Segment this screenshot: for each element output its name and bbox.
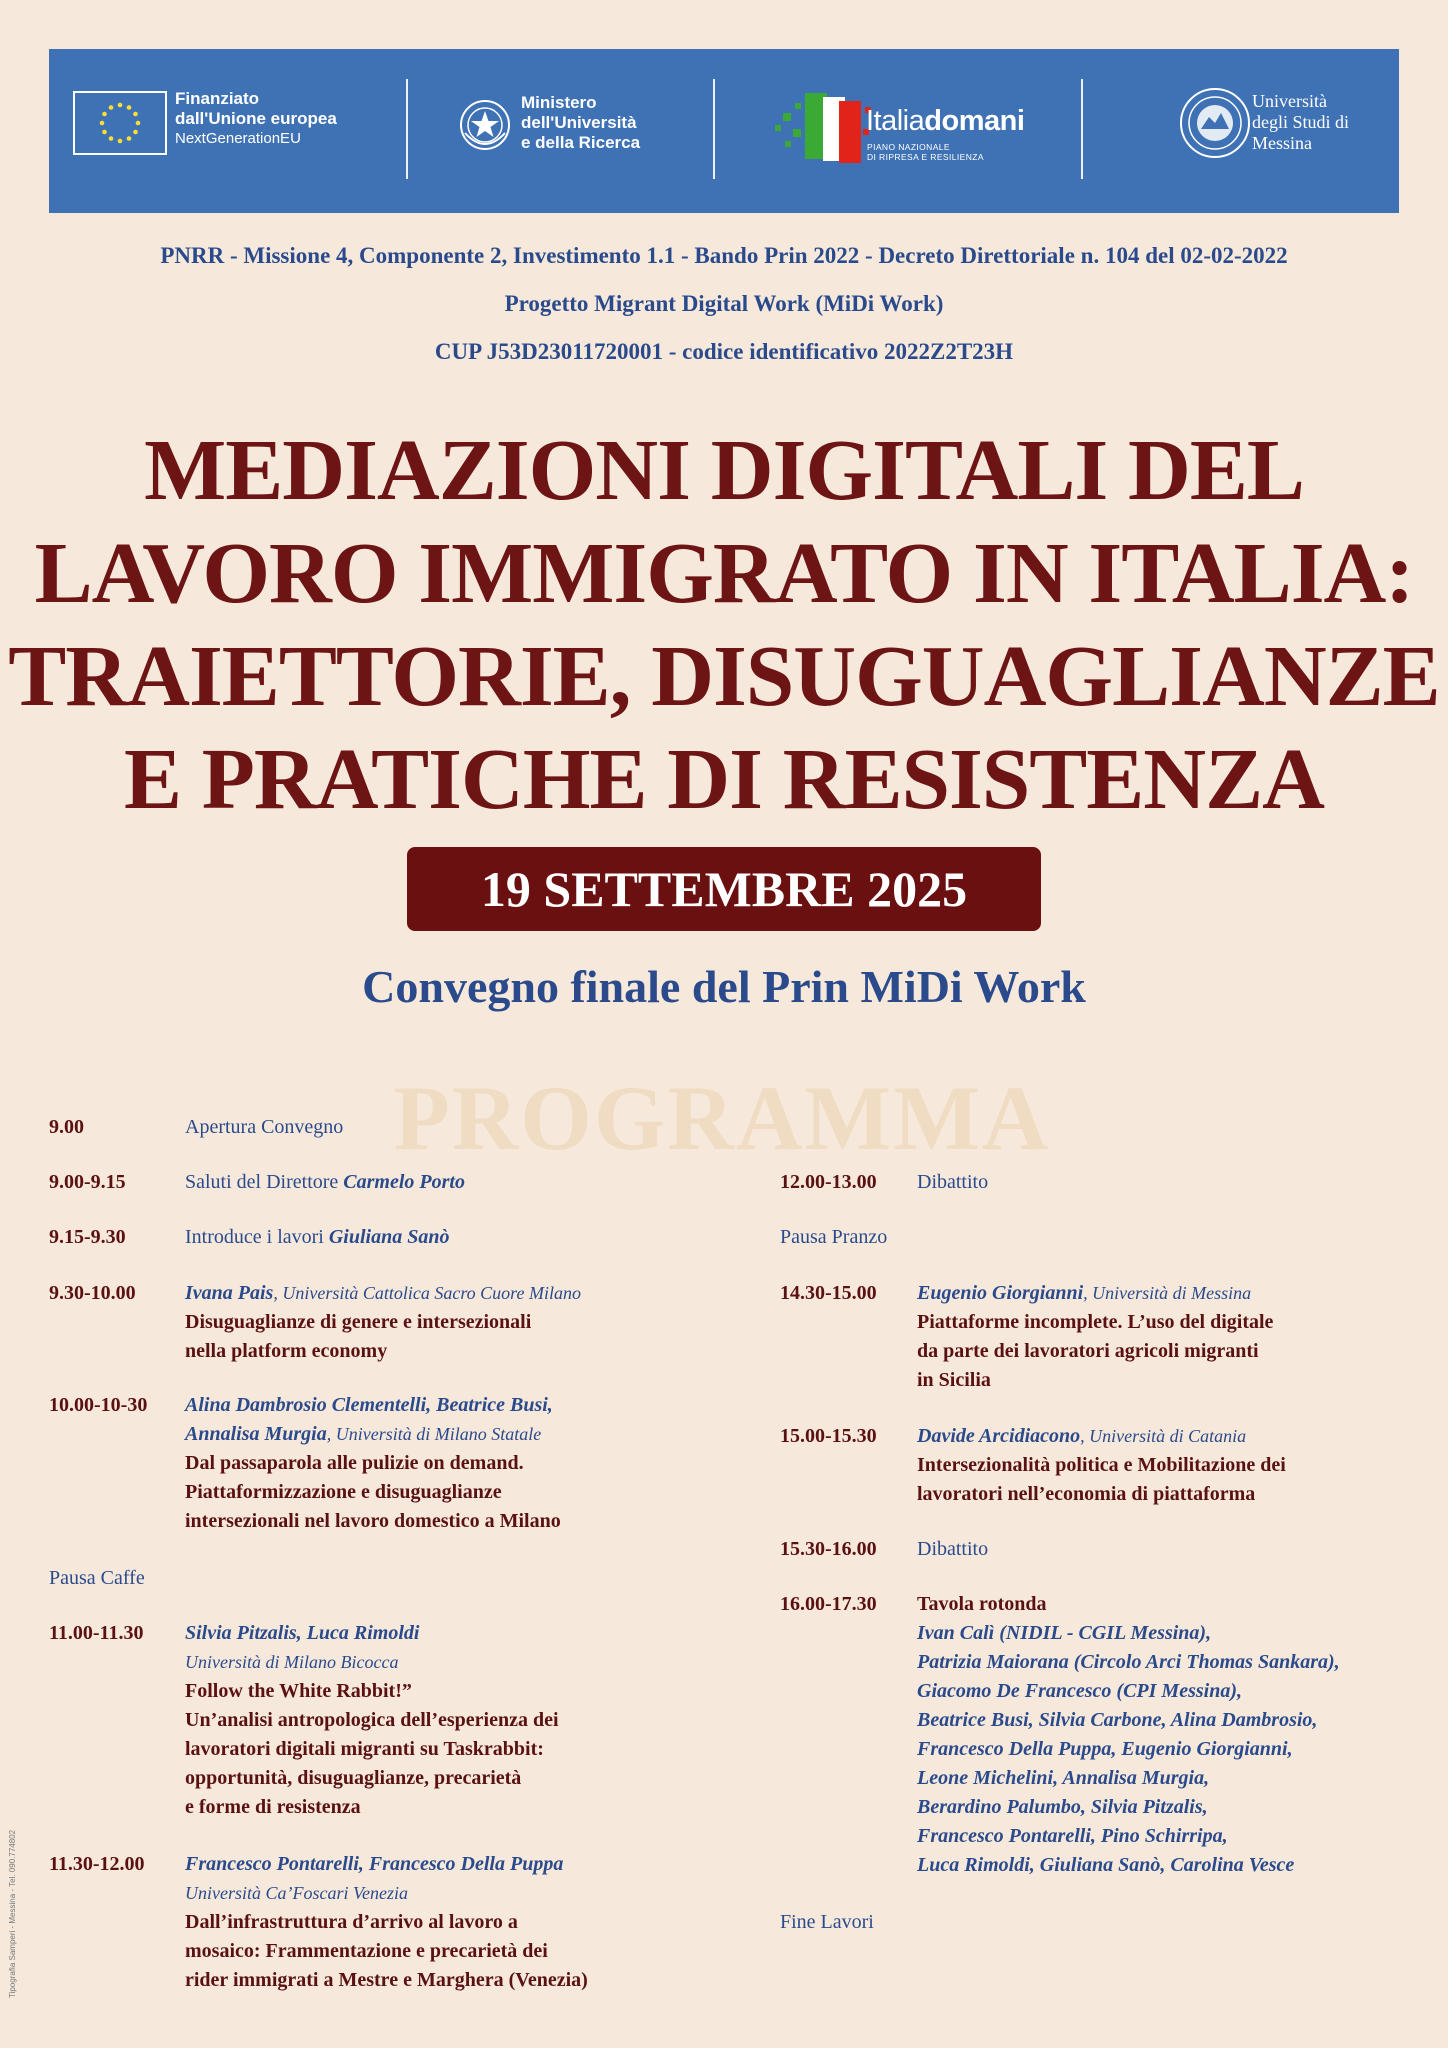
talk-title: lavoratori nell’economia di piattaforma xyxy=(917,1483,1256,1505)
schedule-item xyxy=(49,1279,699,1369)
schedule-item xyxy=(49,1168,699,1198)
eu-flag-icon xyxy=(73,91,167,155)
speaker-affiliation: , Università di Milano Statale xyxy=(326,1424,542,1444)
speaker-name: Eugenio Giorgianni xyxy=(917,1282,1084,1304)
talk-title: Dal passaparola alle pulizie on demand. xyxy=(185,1452,524,1474)
speaker-name: Annalisa Murgia xyxy=(185,1423,327,1445)
talk-title: intersezionali nel lavoro domestico a Milano xyxy=(185,1510,561,1532)
schedule-label: Apertura Convegno xyxy=(185,1116,344,1138)
panelist-list: Beatrice Busi, Silvia Carbone, Alina Dambrosio, xyxy=(917,1709,1318,1731)
speaker-affiliation: Università di Milano Bicocca xyxy=(185,1652,399,1672)
talk-title: e forme di resistenza xyxy=(185,1796,361,1818)
cup-code: CUP J53D23011720001 - codice identificativo 2022Z2T23H xyxy=(434,339,1014,364)
speaker-name: Silvia Pitzalis, Luca Rimoldi xyxy=(185,1622,420,1644)
schedule-item xyxy=(49,1223,699,1253)
speaker-name: Giuliana Sanò xyxy=(328,1226,450,1248)
schedule-time: 9.30-10.00 xyxy=(49,1282,136,1304)
talk-title: rider immigrati a Mestre e Marghera (Venezia) xyxy=(185,1969,588,1991)
schedule-label: Saluti del Direttore xyxy=(185,1171,344,1193)
schedule-label: Introduce i lavori xyxy=(185,1226,329,1248)
italiadomani-sub1: PIANO NAZIONALE xyxy=(867,142,950,152)
talk-title: da parte dei lavoratori agricoli migranti xyxy=(917,1340,1259,1362)
eu-line1: Finanziato xyxy=(175,89,260,108)
schedule-item xyxy=(49,1850,699,2000)
banner-divider xyxy=(713,79,715,179)
banner-divider xyxy=(406,79,408,179)
speaker-name: Davide Arcidiacono xyxy=(917,1425,1081,1447)
eu-line2: dall'Unione europea xyxy=(175,109,337,128)
ministry-text xyxy=(521,93,640,153)
sponsor-banner xyxy=(49,49,1399,213)
schedule-label: Dibattito xyxy=(917,1171,989,1193)
schedule-item xyxy=(49,1391,699,1541)
schedule-time: 16.00-17.30 xyxy=(780,1593,877,1615)
university-text xyxy=(1252,91,1349,154)
talk-title: Piattaformizzazione e disuguaglianze xyxy=(185,1481,502,1503)
event-date: 19 SETTEMBRE 2025 xyxy=(407,847,1041,931)
panelist-list: Francesco Pontarelli, Pino Schirripa, xyxy=(917,1825,1228,1847)
talk-title: Disuguaglianze di genere e intersezionali xyxy=(185,1311,532,1333)
schedule-time: 11.30-12.00 xyxy=(49,1853,145,1875)
lunch-break: Pausa Pranzo xyxy=(780,1226,888,1248)
italiadomani-name-a: Italia xyxy=(866,105,925,137)
schedule-label: Dibattito xyxy=(917,1538,989,1560)
speaker-affiliation: , Università di Messina xyxy=(1083,1283,1252,1303)
italiadomani-sub2: DI RIPRESA E RESILIENZA xyxy=(867,152,984,162)
page-title xyxy=(0,418,1448,830)
mur-line2: dell'Università xyxy=(521,113,637,132)
funding-reference: PNRR - Missione 4, Componente 2, Investimento 1.1 - Bando Prin 2022 - Decreto Direttoriale n. 104 del 02-02-2022 xyxy=(160,243,1288,268)
panelist-list: Francesco Della Puppa, Eugenio Giorgianni, xyxy=(917,1738,1293,1760)
schedule-item xyxy=(780,1422,1400,1512)
coffee-break: Pausa Caffe xyxy=(49,1567,145,1589)
schedule-item xyxy=(780,1590,1400,1890)
programma-watermark: PROGRAMMA xyxy=(393,1067,1051,1169)
italiadomani-name-b: domani xyxy=(924,105,1025,137)
mur-line3: e della Ricerca xyxy=(521,133,641,152)
talk-title: Dall’infrastruttura d’arrivo al lavoro a xyxy=(185,1911,518,1933)
panelist-list: Giacomo De Francesco (CPI Messina), xyxy=(917,1680,1242,1702)
speaker-name: Alina Dambrosio Clementelli, Beatrice Busi, xyxy=(185,1394,553,1416)
speaker-affiliation: , Università di Catania xyxy=(1080,1426,1247,1446)
schedule-time: 14.30-15.00 xyxy=(780,1282,877,1304)
unime-line3: Messina xyxy=(1252,133,1312,153)
panelist-list: Berardino Palumbo, Silvia Pitzalis, xyxy=(917,1796,1208,1818)
panelist-list: Ivan Calì (NIDIL - CGIL Messina), xyxy=(917,1622,1212,1644)
panelist-list: Luca Rimoldi, Giuliana Sanò, Carolina Vesce xyxy=(917,1854,1295,1876)
italiadomani-subtitle xyxy=(867,142,984,162)
schedule-item xyxy=(780,1535,1400,1565)
schedule-item xyxy=(49,1113,699,1143)
talk-title: opportunità, disuguaglianze, precarietà xyxy=(185,1767,522,1789)
title-line1: MEDIAZIONI DIGITALI DEL xyxy=(144,421,1304,518)
printer-credit: Tipografia Samperi - Messina - Tel. 090.774802 xyxy=(8,1829,17,1998)
talk-title: mosaico: Frammentazione e precarietà dei xyxy=(185,1940,548,1962)
end-of-event: Fine Lavori xyxy=(780,1911,874,1933)
speaker-name: Carmelo Porto xyxy=(343,1171,465,1193)
talk-title: Piattaforme incomplete. L’uso del digitale xyxy=(917,1311,1274,1333)
project-name: Progetto Migrant Digital Work (MiDi Work) xyxy=(504,291,944,316)
event-subtitle: Convegno finale del Prin MiDi Work xyxy=(362,961,1086,1012)
unime-line1: Università xyxy=(1252,91,1327,111)
talk-title: Follow the White Rabbit!” xyxy=(185,1680,412,1702)
italiadomani-name xyxy=(866,105,1024,138)
schedule-time: 15.00-15.30 xyxy=(780,1425,877,1447)
speaker-name: Ivana Pais xyxy=(185,1282,274,1304)
speaker-name: Francesco Pontarelli, Francesco Della Puppa xyxy=(185,1853,564,1875)
schedule-time: 10.00-10-30 xyxy=(49,1394,148,1416)
speaker-affiliation: Università Ca’Foscari Venezia xyxy=(185,1883,408,1903)
panelist-list: Patrizia Maiorana (Circolo Arci Thomas Sankara), xyxy=(917,1651,1340,1673)
schedule-time: 12.00-13.00 xyxy=(780,1171,877,1193)
university-seal-icon xyxy=(1179,87,1251,159)
unime-line2: degli Studi di xyxy=(1252,112,1350,132)
eu-line3: NextGenerationEU xyxy=(175,130,301,147)
schedule-item xyxy=(780,1279,1400,1399)
talk-title: in Sicilia xyxy=(917,1369,991,1391)
schedule-item xyxy=(49,1619,699,1829)
schedule-time: 9.00-9.15 xyxy=(49,1171,126,1193)
talk-title: nella platform economy xyxy=(185,1340,388,1362)
title-line2: LAVORO IMMIGRATO IN ITALIA: xyxy=(34,524,1414,621)
talk-title: Intersezionalità politica e Mobilitazione dei xyxy=(917,1454,1286,1476)
roundtable-title: Tavola rotonda xyxy=(917,1593,1047,1615)
schedule-item xyxy=(780,1168,1400,1198)
banner-divider xyxy=(1081,79,1083,179)
talk-title: Un’analisi antropologica dell’esperienza dei xyxy=(185,1709,559,1731)
title-line4: E PRATICHE DI RESISTENZA xyxy=(124,730,1324,827)
title-line3: TRAIETTORIE, DISUGUAGLIANZE xyxy=(8,627,1440,724)
panelist-list: Leone Michelini, Annalisa Murgia, xyxy=(917,1767,1210,1789)
schedule-time: 9.00 xyxy=(49,1116,84,1138)
schedule-time: 9.15-9.30 xyxy=(49,1226,126,1248)
italian-republic-emblem-icon xyxy=(457,93,513,157)
talk-title: lavoratori digitali migranti su Taskrabbit: xyxy=(185,1738,544,1760)
schedule-time: 11.00-11.30 xyxy=(49,1622,144,1644)
speaker-affiliation: , Università Cattolica Sacro Cuore Milano xyxy=(273,1283,581,1303)
eu-funding-text xyxy=(175,89,337,149)
mur-line1: Ministero xyxy=(521,93,597,112)
schedule-time: 15.30-16.00 xyxy=(780,1538,877,1560)
